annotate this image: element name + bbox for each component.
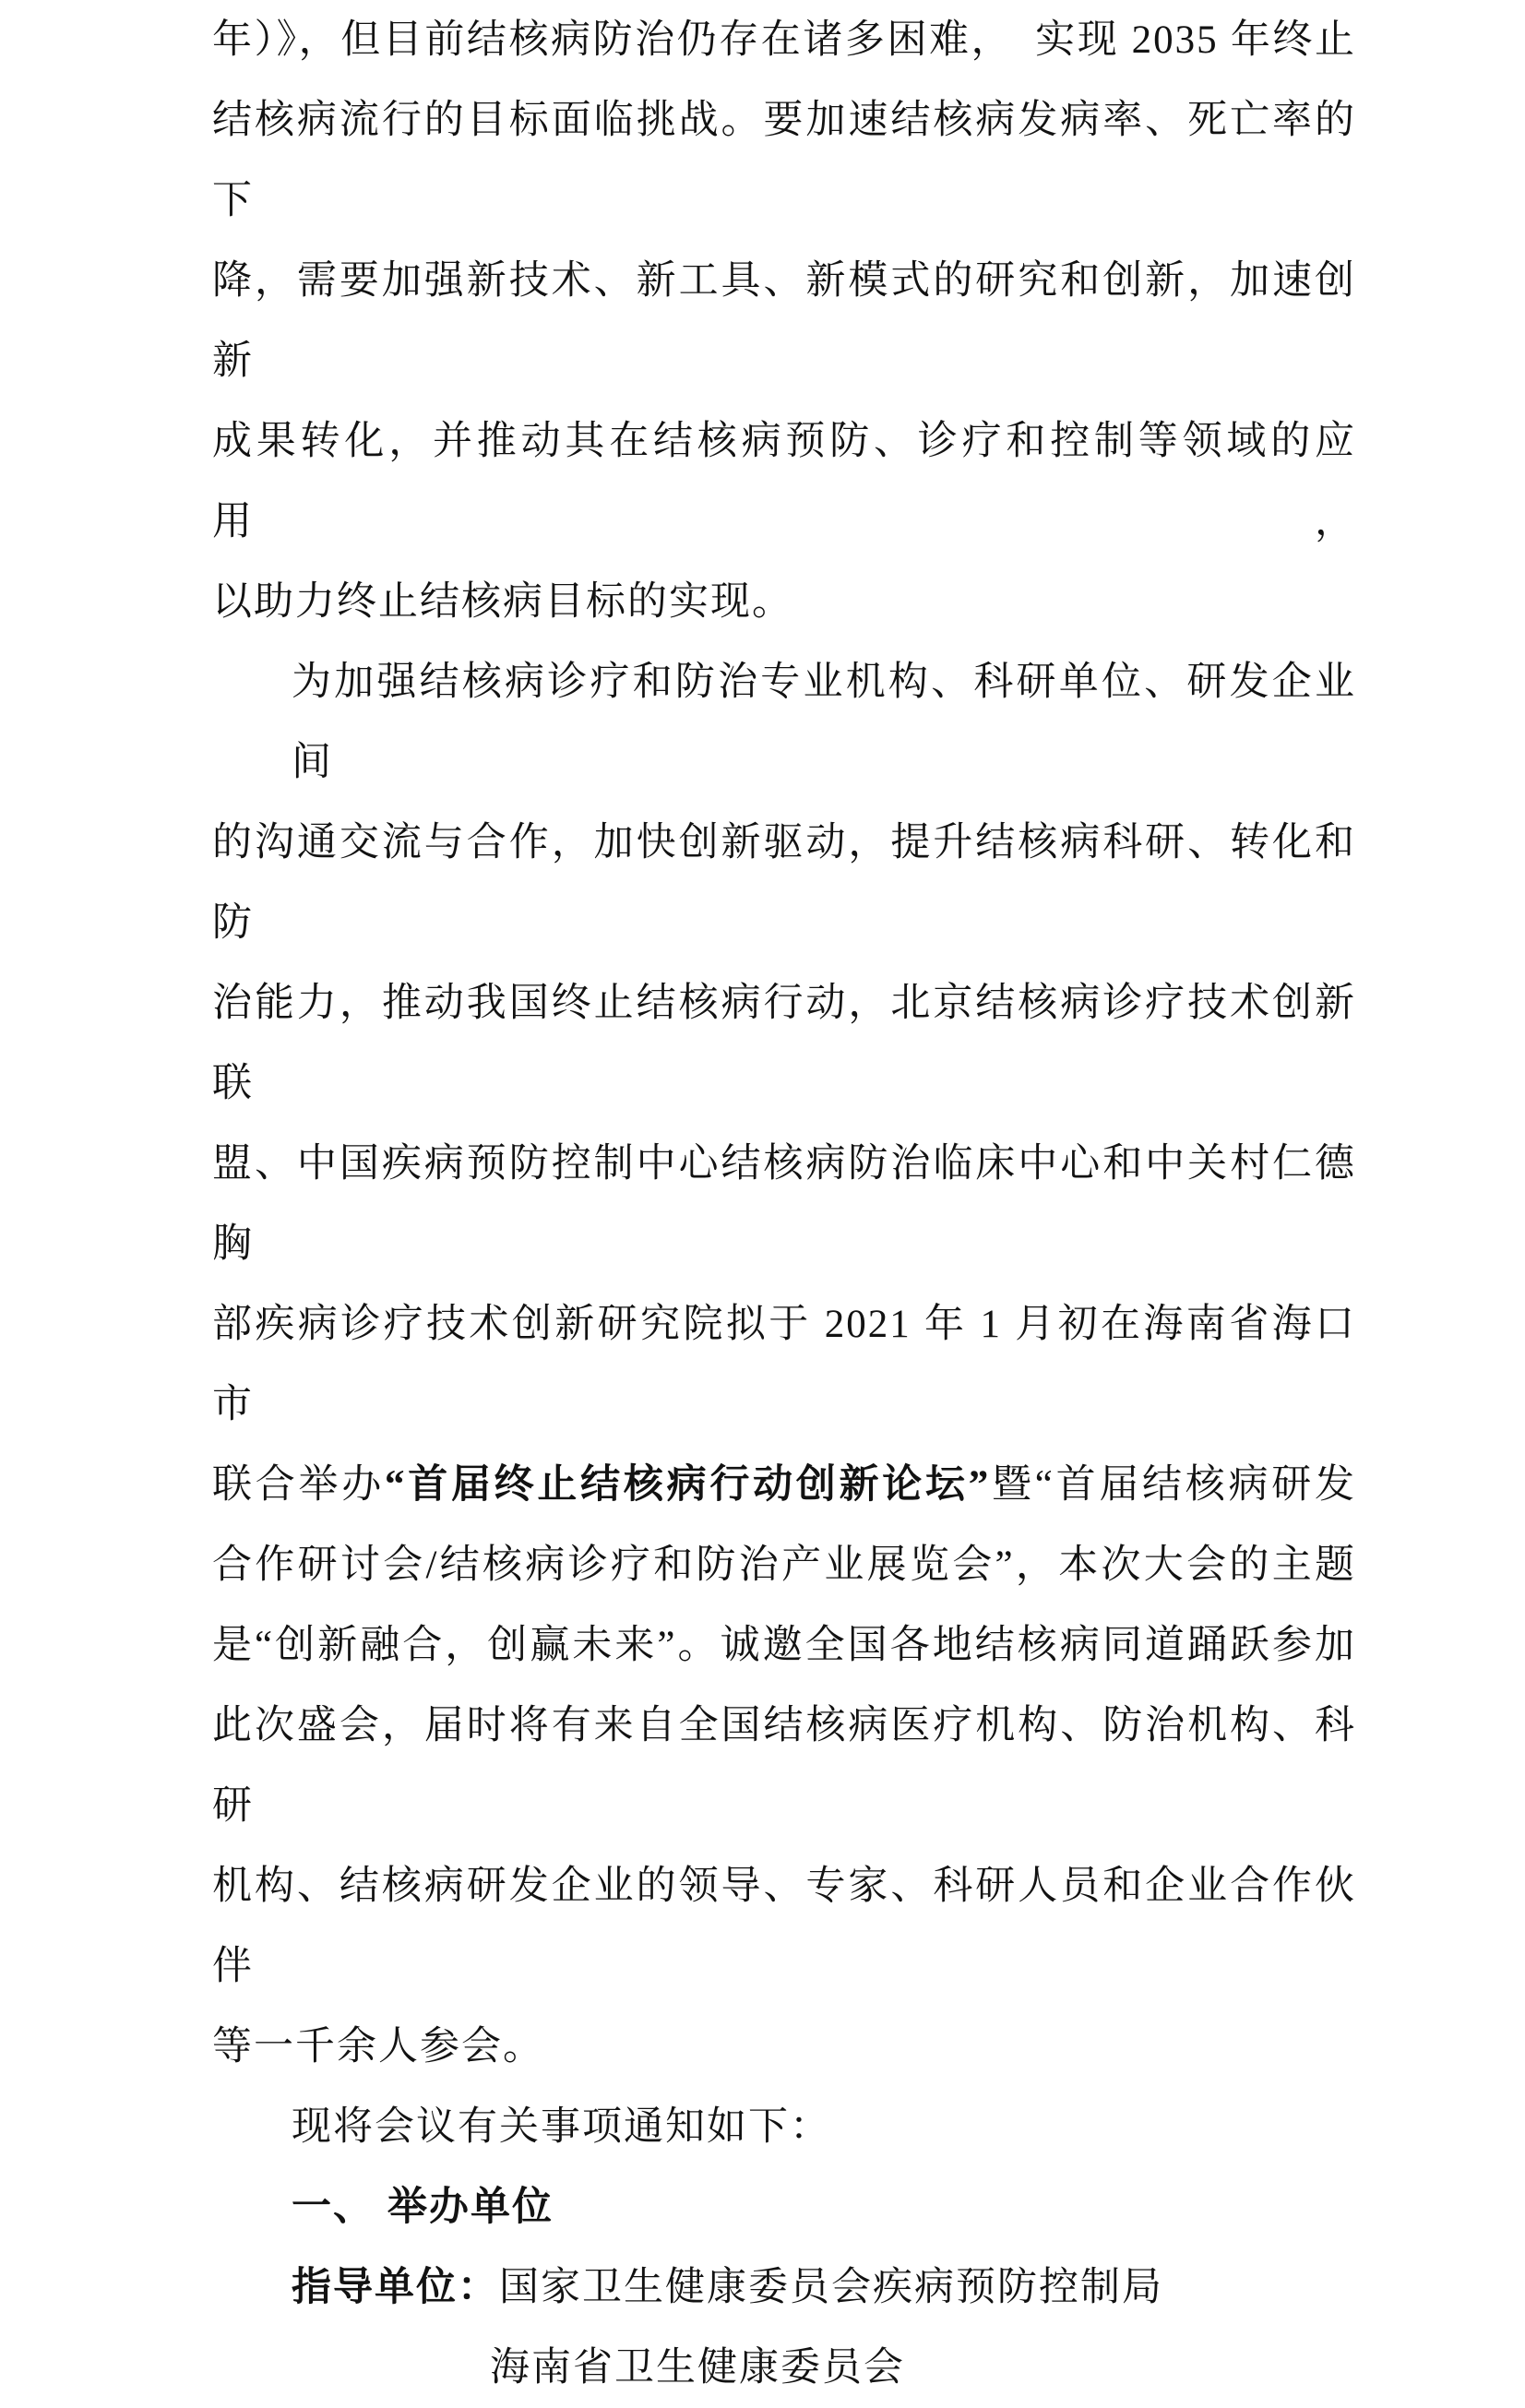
text-run: 年）》，但目前结核病防治仍存在诸多困难， 实现 2035 年终止 bbox=[212, 18, 1356, 62]
body-line bbox=[212, 963, 1356, 1124]
body-line bbox=[212, 1686, 1356, 1846]
body-line bbox=[212, 562, 1356, 642]
text-run: 是“创新融合，创赢未来”。诚邀全国各地结核病同道踊跃参加 bbox=[212, 1624, 1356, 1667]
text-run: 暨“首届结核病研发 bbox=[990, 1463, 1357, 1507]
body-line-forum-title bbox=[212, 1445, 1356, 1525]
text-run: 成果转化，并推动其在结核病预防、诊疗和控制等领域的应用， bbox=[212, 420, 1356, 543]
text-run: 结核病流行的目标面临挑战。要加速结核病发病率、死亡率的下 bbox=[212, 99, 1356, 222]
text-run: 为加强结核病诊疗和防治专业机构、科研单位、研发企业间 bbox=[292, 661, 1356, 784]
text-run: 联合举办 bbox=[212, 1463, 385, 1507]
body-line bbox=[212, 1284, 1356, 1445]
body-line bbox=[212, 80, 1356, 241]
body-line-paragraph-start bbox=[212, 642, 1356, 803]
text-run: 合作研讨会/结核病诊疗和防治产业展览会”，本次大会的主题 bbox=[212, 1544, 1356, 1587]
text-run: 以助力终止结核病目标的实现。 bbox=[212, 580, 793, 624]
body-line bbox=[212, 241, 1356, 401]
text-run: 部疾病诊疗技术创新研究院拟于 2021 年 1 月初在海南省海口市 bbox=[212, 1303, 1356, 1426]
body-line bbox=[212, 2007, 1356, 2087]
text-run: 一、 举办单位 bbox=[292, 2185, 554, 2229]
body-line bbox=[212, 1525, 1356, 1605]
body-line bbox=[212, 803, 1356, 963]
guiding-unit-1: 国家卫生健康委员会疾病预防控制局 bbox=[499, 2266, 1163, 2309]
text-run: 治能力，推动我国终止结核病行动，北京结核病诊疗技术创新联 bbox=[212, 982, 1356, 1105]
section-heading-host-units bbox=[212, 2167, 1356, 2247]
document-page bbox=[212, 0, 1356, 2408]
body-line-conference-theme bbox=[212, 1605, 1356, 1686]
text-run: 降，需要加强新技术、新工具、新模式的研究和创新，加速创新 bbox=[212, 259, 1356, 383]
text-run: 此次盛会，届时将有来自全国结核病医疗机构、防治机构、科研 bbox=[212, 1704, 1356, 1828]
body-line bbox=[212, 1846, 1356, 2007]
text-run: 现将会议有关事项通知如下： bbox=[292, 2105, 831, 2149]
text-run: 机构、结核病研发企业的领导、专家、科研人员和企业合作伙伴 bbox=[212, 1865, 1356, 1988]
guiding-unit-line bbox=[212, 2247, 1356, 2328]
body-line bbox=[212, 0, 1356, 80]
text-run: 的沟通交流与合作，加快创新驱动，提升结核病科研、转化和防 bbox=[212, 821, 1356, 945]
body-line bbox=[212, 401, 1356, 562]
body-line-notice-intro bbox=[212, 2087, 1356, 2167]
text-run: 盟、中国疾病预防控制中心结核病防治临床中心和中关村仁德胸 bbox=[212, 1142, 1356, 1266]
text-run: “首届终止结核病行动创新论坛” bbox=[384, 1463, 991, 1507]
guiding-unit-2: 海南省卫生健康委员会 bbox=[490, 2346, 905, 2390]
text-run: 等一千余人参会。 bbox=[212, 2025, 544, 2068]
body-line bbox=[212, 1124, 1356, 1284]
guiding-unit-line bbox=[212, 2328, 1356, 2408]
label-guiding-unit: 指导单位： bbox=[292, 2265, 499, 2309]
